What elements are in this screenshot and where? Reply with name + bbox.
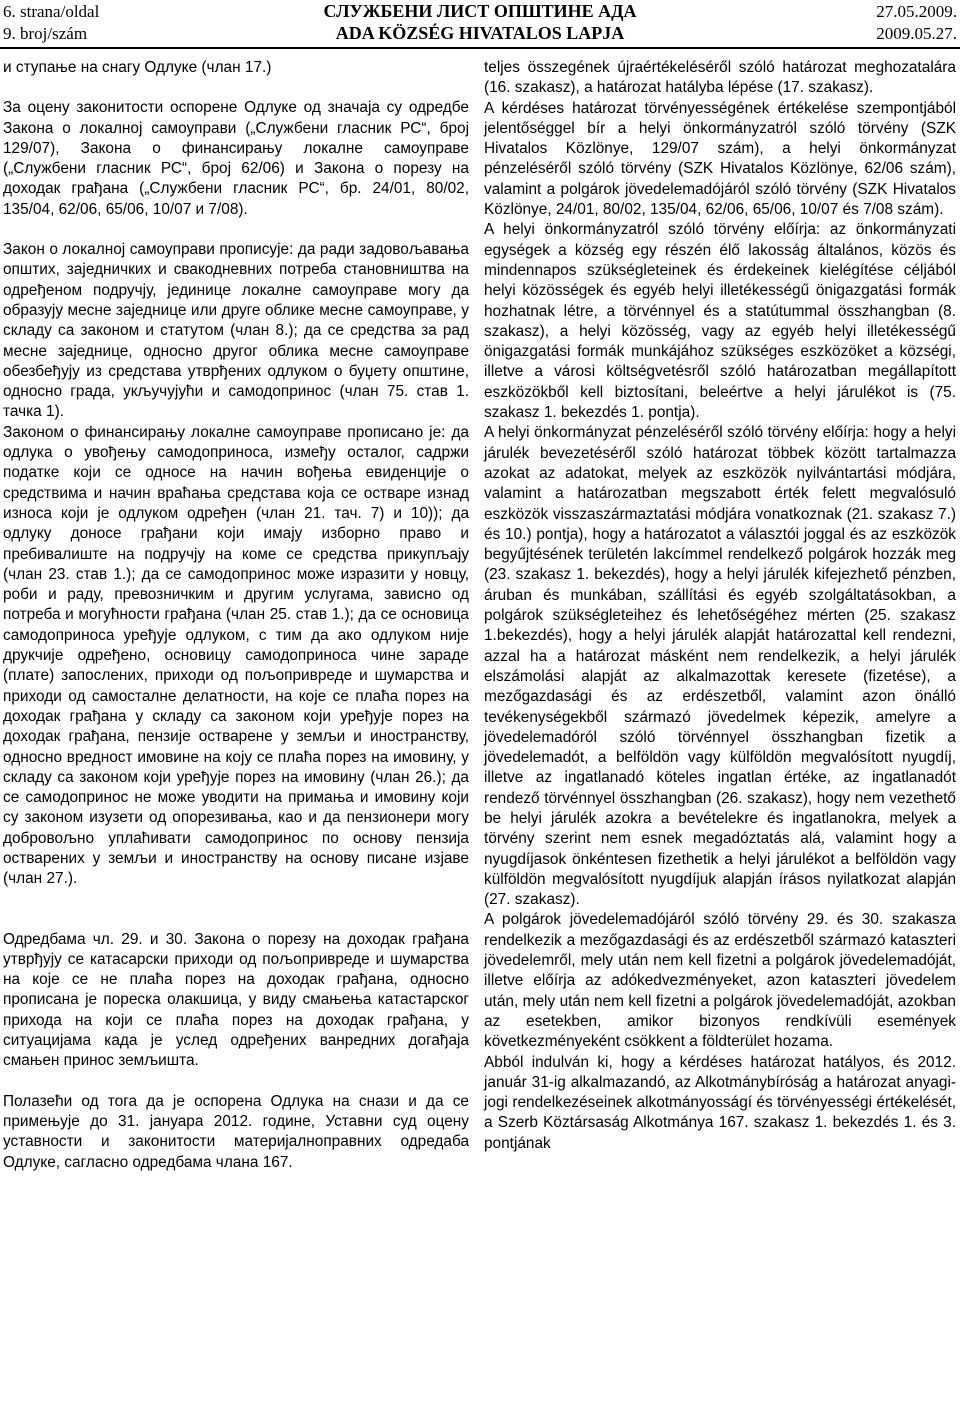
- paragraph: A kérdéses határozat törvényességének értékelése szempontjából jelentőséggel bír a helyi önkormányzatról szóló törvény (SZK Hivatalos Közlönye, 129/07 szám), a helyi önkormányzat pénzeléséről szóló törvény (SZK Hivatalos Közlönye, 62/06 szám), valamint a polgárok jövedelemadójáról szóló törvény (SZK Hivatalos Közlönye, 24/01, 80/02, 135/04, 62/06, 65/06, 10/07 és 7/08 szám).: [484, 99, 956, 219]
- gazette-title-serbian: СЛУЖБЕНИ ЛИСТ ОПШТИНЕ АДА: [323, 1, 637, 21]
- paragraph: teljes összegének újraértékeléséről szóló határozat meghozatalára (16. szakasz), a határozat hatályba lépése (17. szakasz).: [484, 59, 956, 97]
- header-divider: [0, 47, 960, 49]
- paragraph: Одредбама чл. 29. и 30. Закона о порезу на доходак грађана утврђују се катасарски приходи од пољопривреде и шумарства на које се не плаћа порез на доходак грађана, односно прописана је пореска олакшица, у виду смањења катастарског прихода на који се плаћа порез на доходак грађана, у ситуацијама када је услед одређених ванредних догађаја смањен принос земљишта.: [3, 930, 469, 1070]
- paragraph: и ступање на снагу Одлуке (члан 17.): [3, 59, 272, 76]
- page-number-label: 6. strana/oldal: [3, 2, 100, 21]
- paragraph: A helyi önkormányzat pénzeléséről szóló törvény előírja: hogy a helyi járulék bevezetéséről szóló határozat többek között tartalmazza azokat az adatokat, melyek az eszközök nyilvántartási módjára, valamint a határozatban megszabott érték felett megvalósuló eszközök visszaszármaztatási módjára vonatkoznak (21. szakasz 7.) és 10.) pontja), hogy a határozatot a választói joggal és az eszközök begyűjtésének területén lakcímmel rendelkező polgárok hozzák meg (23. szakasz 1. bekezdés), hogy a helyi járulék kifejezhető pénzben, áruban és munkában, szállítási és egyéb szolgáltatásokban, a polgárok szükségleteihez és lehetőségéhez mérten (25. szakasz 1.bekezdés), hogy a helyi járulék alapját határozattal kell rendezni, azzal ha a határozat másként nem rendelkezik, a helyi járulék elszámolási alapját az alkalmazottak keresete (fizetése), a mezőgazdasági és az erdészetből, valamint azon önálló tevékenységekből származó jövedelmek képezik, amelyre a jövedelemadóról szóló törvénnyel összhangban fizetik a jövedelemadót, a belföldön vagy külföldön megvalósított nyugdíj, illetve az ingatlanadó köteles ingatlan értéke, az ingatlanadót rendező törvénnyel összhangban (26. szakasz), hogy nem vezethető be helyi járulék azokra a bevételekre és ingatlanokra, melyek a törvény szerint nem esnek megadóztatás alá, valamint hogy a nyugdíjasok önkéntesen fizethetik a helyi járulékot a belföldön vagy külföldön megvalósított nyugdíjuk alapján írásos nyilatkozat alapján (27. szakasz).: [484, 424, 956, 909]
- date-serbian: 27.05.2009.: [876, 2, 957, 21]
- paragraph: A polgárok jövedelemadójáról szóló törvény 29. és 30. szakasza rendelkezik a mezőgazdasági és az erdészetből származó kataszteri jövedelemről, mely után nem kell fizetni a polgárok jövedelemadóját, illetve előírja az adókedvezményeket, azon kataszteri jövedelem után, mely után nem kell fizetni a polgárok jövedelemadóját, azokban az esetekben, amikor bizonyos rendkívüli események következményeként csökkent a földterület hozama.: [484, 911, 956, 1051]
- paragraph: Законом о финансирању локалне самоуправе прописано је: да одлука о увођењу самодоприноса, између осталог, садржи податке који се односе на начин вођења евиденције о средствима и начин враћања средстава која се остваре изнад износа који је одлуком одређен (члан 21. тач. 7) и 10)); да одлуку доносе грађани који имају изборно право и пребивалиште на подручју на коме се средства прикупљају (члан 23. став 1.); да се самодопринос може изразити у новцу, роби и раду, превозничким и другим услугама, зависно од потреба и могућности грађана (члан 25. став 1.); да се основица самодоприноса уређује одлуком, с тим да ако одлуком није друкчије одређено, основицу самодоприноса чине зараде (плате) запослених, приходи од пољопривреде и шумарства и приходи од самосталне делатности, на које се плаћа порез на доходак грађана у складу са законом који уређује порез на доходак грађана, пензије остварене у земљи и иностранству, односно вредност имовине на коју се плаћа порез на имовину, у складу са законом који уређује порез на имовину (члан 26.); да се самодопринос не може уводити на примања и имовину који су законом изузети од опорезивања, као и да пензионери могу добровољно уплаћивати самодопринос по основу пензија остварених у земљи и иностранству на основу писане изјаве (члан 27.).: [3, 423, 469, 888]
- paragraph: Abból indulván ki, hogy a kérdéses határozat hatályos, és 2012. január 31-ig alkalmazandó, az Alkotmánybíróság a határozat anyagi-jogi rendelkezéseinek alkotmányosságí és törvényességi értékelését, a Szerb Köztársaság Alkotmánya 167. szakasz 1. bekezdés 1. és 3. pontjának: [484, 1053, 956, 1152]
- date-hungarian: 2009.05.27.: [876, 24, 957, 43]
- gazette-title-hungarian: ADA KÖZSÉG HIVATALOS LAPJA: [335, 23, 625, 43]
- left-column-serbian: [3, 58, 469, 1173]
- paragraph: Полазећи од тога да је оспорена Одлука на снази и да се примењује до 31. јануара 2012. године, Уставни суд оцену уставности и законитости материјалноправних одредаба Одлуке, сагласно одредбама члана 167.: [3, 1092, 469, 1171]
- paragraph: A helyi önkormányzatról szóló törvény előírja: az önkormányzati egységek a község egy részén élő lakosság általános, közös és mindennapos szükségleteinek és érdekeinek kielégítése céljából helyi közösségek és egyéb helyi illetékességű önigazgatási formák hozhatnak létre, a törvénnyel és a statútummal összhangban (8. szakasz), a helyi közösség, vagy az egyéb helyi illetékességű önigazgatási formák munkájához szükséges eszközöket a községi, illetve a városi költségvetésről szóló határozatban megállapított eszközökből kell biztosítani, beleértve a helyi járulékot is (75. szakasz 1. bekezdés 1. pontja).: [484, 221, 956, 422]
- paragraph: За оцену законитости оспорене Одлуке од значаја су одредбе Закона о локалној самоуправи („Службени гласник РС“, број 129/07), Закона о финансирању локалне самоуправе („Службени гласник РС“, број 62/06) и Закона о порезу на доходак грађана („Службени гласник РС“, бр. 24/01, 80/02, 135/04, 62/06, 65/06, 10/07 и 7/08).: [3, 99, 469, 218]
- issue-number-label: 9. broj/szám: [3, 24, 88, 43]
- paragraph: Закон о локалној самоуправи прописује: да ради задовољавања општих, заједничких и свакодневних потреба становништва на одређеном подручју, јединице локалне самоуправе могу да образују месне заједнице или друге облике месне самоуправе, у складу са законом и статутом (члан 8.); да се средства за рад месне заједнице, односно другог облика месне самоуправе обезбеђују из средстава утврђених одлуком о буџету општине, односно града, укључујући и самодопринос (члан 75. став 1. тачка 1).: [3, 241, 469, 421]
- right-column-hungarian: [484, 58, 956, 1154]
- page-header: [0, 0, 960, 50]
